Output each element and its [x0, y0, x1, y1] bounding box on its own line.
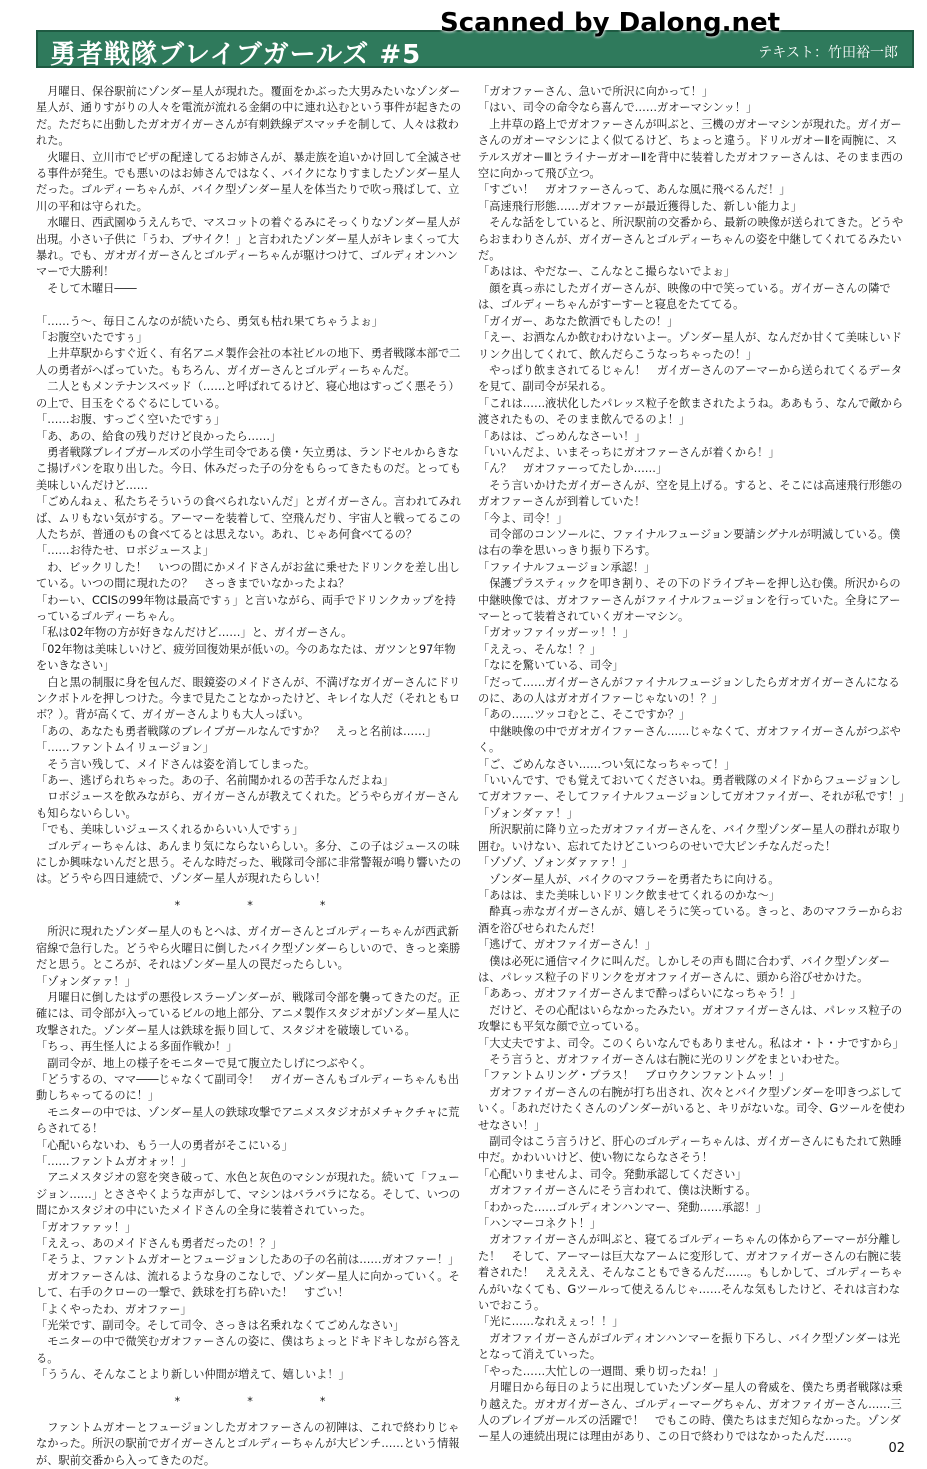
paragraph: 所沢駅前に降り立ったガオファイガーさんを、バイク型ゾンダー星人の群れが取り囲む。いけない、忘れてたけどこいつらのせいで大ピンチなんだった！ — [478, 823, 902, 853]
paragraph: 「ご、ごめんなさい……つい気になっちゃって！」 — [478, 757, 736, 771]
paragraph: 「光に……なれえぇっ！！」 — [478, 1315, 624, 1329]
paragraph: 「光栄です、副司令。そして司令、さっきは名乗れなくてごめんなさい」 — [36, 1319, 405, 1333]
scan-watermark: Scanned by Dalong.net — [440, 8, 781, 38]
paragraph: 「なにを驚いている、司令」 — [478, 659, 624, 673]
paragraph: 顔を真っ赤にしたガイガーさんが、映像の中で笑っている。ガイガーさんの隣では、ゴルディーちゃんがすーすーと寝息をたててる。 — [478, 281, 891, 312]
paragraph: 「逃げて、ガオファイガーさん！」 — [478, 938, 656, 952]
paragraph: 「はい、司令の命令なら喜んで……ガオーマシンッ！」 — [478, 101, 758, 115]
paragraph: そう言いかけたガイガーさんが、空を見上げる。すると、そこには高速飛行形態のガオファーさんが到着していた！ — [478, 478, 903, 509]
paragraph: 「……ファントムガオォッ！」 — [36, 1154, 193, 1168]
paragraph: 「いいんです、でも覚えておいてくださいね。勇者戦隊のメイドからフュージョンしてガオファー、そしてファイナルフュージョンしてガオファイガー、それが私です！」 — [478, 774, 911, 804]
paragraph: 「ごめんねぇ、私たちそういうの食べられないんだ」とガイガーさん。言われてみれば、ムリもない気がする。アーマーを装着して、空飛んだり、宇宙人と戦ってるこの人たちが、普通のもの食べてるとは思えない。あれ、じゃあ何食べてるの？ — [36, 495, 462, 541]
paragraph: 保護プラスティックを叩き割り、その下のドライブキーを押し込む僕。所沢からの中継映像では、ガオファーさんがファイナルフュージョンを行っていた。全身にアーマーとって装着されていくガオーマシン。 — [478, 577, 901, 623]
paragraph: 白と黒の制服に身を包んだ、眼鏡姿のメイドさんが、不満げなガイガーさんにドリンクボトルを押しつけた。今まで見たことなかったけど、キレイな人だ（それともロボ？）。背が高くて、ガイガーさんよりも大人っぽい。 — [36, 675, 461, 722]
paragraph: 「ゾォンダァァ！」 — [36, 974, 136, 988]
paragraph: 二人ともメンテナンスベッド（……と呼ばれてるけど、寝心地はすっごく悪そう）の上で、目玉をぐるぐるにしている。 — [36, 380, 460, 410]
paragraph: ガオファイガーさんがゴルディオンハンマーを振り下ろし、バイク型ゾンダーは光となって消えていった。 — [478, 1331, 900, 1362]
paragraph: 「……う～、毎日こんなのが続いたら、勇気も枯れ果てちゃうよぉ」 — [36, 314, 383, 328]
paragraph: 「あの……ツッコむとこ、そこですか？」 — [478, 708, 691, 722]
paragraph: 勇者戦隊ブレイブガールズの小学生司令である僕・矢立勇は、ランドセルからきなこ揚げパンを取り出した。今日、休みだった子の分をもらってきたものだ。とっても美味しいんだけど…… — [36, 445, 461, 492]
paragraph: 「よくやったわ、ガオファー」 — [36, 1302, 192, 1316]
author-credit: テキスト：竹田裕一郎 — [758, 45, 898, 61]
paragraph: 「ちっ、再生怪人による多面作戦か！」 — [36, 1040, 238, 1054]
paragraph: モニターの中では、ゾンダー星人の鉄球攻撃でアニメスタジオがメチャクチャに荒らされてる！ — [36, 1105, 460, 1136]
paragraph: 酔真っ赤なガイガーさんが、嬉しそうに笑っている。きっと、あのマフラーからお酒を浴びせられたんだ！ — [478, 905, 903, 935]
paragraph: ゴルディーちゃんは、あんまり気にならないらしい。多分、この子はジュースの味にしか興味ないんだと思う。そんな時だった、戦隊司令部に非常警報が鳴り響いたのは。どうやら四日連続で、ゾンダー星人が現れたらしい！ — [36, 839, 462, 886]
paragraph: ガオファイガーさんの右腕が打ち出され、次々とバイク型ゾンダーを叩きつぶしていく。「あれだけたくさんのゾンダーがいると、キリがないな。司令、Gツールを使わせなさい！」 — [478, 1085, 906, 1132]
paragraph: 「大丈夫ですよ、司令。このくらいなんでもありません。私はオ・ト・ナですから」 — [478, 1036, 904, 1050]
paragraph: 「いいんだよ、いまそっちにガオファーさんが着くから！」 — [478, 445, 780, 459]
paragraph: ファントムガオーとフュージョンしたガオファーさんの初陣は、これで終わりじゃなかった。所沢の駅前でガイガーさんとゴルディーちゃんが大ピンチ……という情報が、駅前交番から入ってきたのだ。 — [36, 1421, 460, 1467]
paragraph: 「心配いらないわ、もう一人の勇者がそこにいる」 — [36, 1138, 293, 1152]
paragraph: 「あはは、また美味しいドリンク飲ませてくれるのかな～」 — [478, 888, 780, 902]
paragraph: 「ゾゾゾ、ゾォンダァァァ！」 — [478, 856, 633, 870]
paragraph: 「どうするの、ママ――じゃなくて副司令！ ガイガーさんもゴルディーちゃんも出動しちゃってるのに！」 — [36, 1072, 460, 1103]
paragraph: 水曜日、西武園ゆうえんちで、マスコットの着ぐるみにそっくりなゾンダー星人が出現。小さい子供に「うわ、ブサイク！」と言われたゾンダー星人がキレまくって大暴れ。でも、ガオガイガーさんとゴルディーちゃんが駆けつけて、ゴルディオンハンマーで大勝利！ — [36, 216, 461, 279]
paragraph: 「02年物は美味しいけど、疲労回復効果が低いの。今のあなたは、ガツンと97年物をいきなさい」 — [36, 642, 456, 673]
paragraph: 「……お待たせ、ロボジュースよ」 — [36, 544, 214, 558]
paragraph: 上井草駅からすぐ近く、有名アニメ製作会社の本社ビルの地下、勇者戦隊本部で二人の勇者がへばっていた。もちろん、ガイガーさんとゴルディーちゃんだ。 — [36, 347, 461, 377]
paragraph: 「ガオファァッ！」 — [36, 1220, 137, 1234]
paragraph: 「今よ、司令！」 — [478, 511, 568, 525]
paragraph: 月曜日から毎日のように出現していたゾンダー星人の脅威を、僕たち勇者戦隊は乗り越えた。ガオガイガーさん、ゴルディーマーグちゃん、ガオファイガーさん……三人のブレイブガールズの活躍で！ でもこの時、僕たちはまだ知らなかった。ゾンダー星人の連続出現には理由があり、この日で終わりではなかったんだ……。 — [478, 1381, 903, 1444]
paragraph: 「あー、逃げられちゃった。あの子、名前聞かれるの苦手なんだよね」 — [36, 774, 394, 788]
section-separator: * * * — [174, 1394, 326, 1408]
paragraph: 月曜日に倒したはずの悪役レスラーゾンダーが、戦隊司令部を襲ってきたのだ。正確には、司令部が入っているビルの地上部分、アニメ製作スタジオがゾンダー星人に攻撃された。ゾンダー星人は鉄球を振り回して、スタジオを破壊している。 — [36, 990, 461, 1037]
paragraph: そんな話をしていると、所沢駅前の交番から、最新の映像が送られてきた。どうやらおまわりさんが、ガイガーさんとゴルディーちゃんの姿を中継してくれてるみたいだ。 — [478, 216, 904, 263]
paragraph: 「ファイナルフュージョン承認！」 — [478, 560, 656, 574]
paragraph: 「ハンマーコネクト！」 — [478, 1217, 602, 1231]
paragraph: 「ううん、そんなことより新しい仲間が増えて、嬉しいよ！」 — [36, 1368, 350, 1382]
paragraph: そう言い残して、メイドさんは姿を消してしまった。 — [36, 757, 316, 771]
paragraph: 火曜日、立川市でピザの配達してるお姉さんが、暴走族を追いかけ回して全滅させる事件が発生。でも悪いのはお姉さんではなく、バイクになりすましたゾンダー星人だった。ゴルディーちゃんが、バイク型ゾンダー星人を体当たりで吹っ飛ばして、立川の平和は守られた。 — [36, 150, 462, 213]
paragraph: ガオファーさんは、流れるような身のこなしで、ゾンダー星人に向かっていく。そして、右手のクローの一撃で、鉄球を打ち砕いた！ すごい！ — [36, 1269, 460, 1300]
paragraph: 「ガイガー、あなた飲酒でもしたの！」 — [478, 314, 679, 328]
paragraph: 「すごい！ ガオファーさんって、あんな風に飛べるんだ！」 — [478, 183, 791, 197]
paragraph: 「あの、あなたも勇者戦隊のブレイブガールなんですか？ えっと名前は……」 — [36, 724, 437, 738]
paragraph: 「……ファントムイリュージョン」 — [36, 741, 214, 755]
paragraph: 「だって……ガイガーさんがファイナルフュージョンしたらガオガイガーさんになるのに、あの人はガオガイファーじゃないの！？」 — [478, 675, 900, 706]
paragraph: だけど、その心配はいらなかったみたい。ガオファイガーさんは、パレッス粒子の攻撃にも平気な顔で立っている。 — [478, 1003, 903, 1034]
paragraph: 上井草の路上でガオファーさんが叫ぶと、三機のガオーマシンが現れた。ガイガーさんのガオーマシンによく似てるけど、ちょっと違う。ドリルガオーⅡを両腕に、ステルスガオーⅢとライナーガオーⅡを背中に装着したガオファーさんは、そのまま西の空に向かって飛び立つ。 — [478, 117, 904, 181]
paragraph: 月曜日、保谷駅前にゾンダー星人が現れた。覆面をかぶった大男みたいなゾンダー星人が、通りすがりの人々を電流が流れる金網の中に連れ込むという事件が起きたのだ。ただちに出動したガオガイガーさんが有刺鉄線デスマッチを制して、人々は救われた。 — [36, 85, 462, 148]
paragraph: 「ガオッファイッガーッ！！」 — [478, 626, 634, 640]
paragraph: 「ファントムリング・プラス！ ブロウクンファントムッ！」 — [478, 1069, 791, 1083]
paragraph: 「でも、美味しいジュースくれるからいい人ですぅ」 — [36, 823, 304, 837]
paragraph: わ、ビックリした！ いつの間にかメイドさんがお盆に乗せたドリンクを差し出している。いつの間に現れたの？ さっきまでいなかったよね？ — [36, 560, 460, 591]
paragraph: アニメスタジオの窓を突き破って、水色と灰色のマシンが現れた。続いて「フュージョン……」とささやくような声がして、マシンはバラバラになる。そして、いつの間にかスタジオの中にいたメイドさんの全身に装着されていった。 — [36, 1171, 461, 1218]
paragraph: 「ゾォンダァァ！」 — [478, 806, 578, 820]
paragraph: 「高速飛行形態……ガオファーが最近獲得した、新しい能力よ」 — [478, 199, 802, 213]
paragraph: 「お腹空いたですぅ」 — [36, 331, 148, 345]
paragraph: 「わかった……ゴルディオンハンマー、発動……承認！」 — [478, 1200, 767, 1214]
paragraph: 「あ、あの、給食の残りだけど良かったら……」 — [36, 429, 282, 443]
left-column — [36, 84, 464, 1469]
paragraph: そして木曜日―― — [36, 281, 137, 295]
paragraph: 「えー、お酒なんか飲むわけないよー。ゾンダー星人が、なんだか甘くて美味しいドリンク出してくれて、飲んだらこうなっちゃったの！」 — [478, 331, 902, 361]
paragraph: 「あはは、やだなー、こんなとこ撮らないでよぉ」 — [478, 265, 735, 279]
paragraph: 「あはは、ごっめんなさーい！」 — [478, 429, 646, 443]
paragraph: そう言うと、ガオファイガーさんは右腕に光のリングをまといわせた。 — [478, 1052, 847, 1066]
paragraph: 「これは……液状化したパレッス粒子を飲まされたようね。ああもう、なんで敵から渡されたもの、そのまま飲んでるのよ！」 — [478, 396, 904, 427]
paragraph: モニターの中で微笑むガオファーさんの姿に、僕はちょっとドキドキしながら答える。 — [36, 1335, 461, 1365]
paragraph: 司令部のコンソールに、ファイナルフュージョン要請シグナルが明滅している。僕は右の拳を思いっきり振り下ろす。 — [478, 527, 901, 558]
paragraph: 「ん？ ガオファーってたしか……」 — [478, 462, 668, 476]
page-number: 02 — [888, 1441, 905, 1456]
paragraph: 「ガオファーさん、急いで所沢に向かって！」 — [478, 85, 714, 98]
section-separator: * * * — [174, 898, 326, 912]
blank-line — [36, 297, 464, 313]
paragraph: 「私は02年物の方が好きなんだけど……」と、ガイガーさん。 — [36, 626, 353, 640]
paragraph: ゾンダー星人が、バイクのマフラーを勇者たちに向ける。 — [478, 872, 780, 886]
paragraph: 「わーい、CCISの99年物は最高ですぅ」と言いながら、両手でドリンクカップを持っているゴルディーちゃん。 — [36, 593, 456, 623]
paragraph: 「……お腹、すっごく空いたですぅ」 — [36, 413, 226, 427]
paragraph: 「ああっ、ガオファイガーさんまで酔っぱらいになっちゃう！」 — [478, 987, 802, 1001]
paragraph: 「やった……大忙しの一週間、乗り切ったね！」 — [478, 1364, 725, 1378]
paragraph: 副司令が、地上の様子をモニターで見て腹立たしげにつぶやく。 — [36, 1056, 372, 1070]
paragraph: 副司令はこう言うけど、肝心のゴルディーちゃんは、ガイガーさんにもたれて熟睡中だ。かわいいけど、使い物にならなさそう！ — [478, 1135, 902, 1165]
paragraph: 所沢に現れたゾンダー星人のもとへは、ガイガーさんとゴルディーちゃんが西武新宿線で急行した。どうやら火曜日に倒したバイク型ゾンダーらしいので、きっと楽勝だと思う。ところが、それはゾンダー星人の罠だったらしい。 — [36, 925, 461, 972]
right-column — [478, 84, 911, 1446]
paragraph: やっぱり飲まされてるじゃん！ ガイガーさんのアーマーから送られてくるデータを見て、副司令が呆れる。 — [478, 363, 903, 394]
paragraph: 「心配いりませんよ、司令。発動承認してください」 — [478, 1167, 747, 1181]
paragraph: 僕は必死に通信マイクに叫んだ。しかしその声も間に合わず、バイク型ゾンダーは、パレッス粒子のドリンクをガオファイガーさんに、頭から浴びせかけた。 — [478, 954, 890, 984]
paragraph: 「そうよ、ファントムガオーとフュージョンしたあの子の名前は……ガオファー！」 — [36, 1253, 460, 1267]
paragraph: ガオファイガーさんが叫ぶと、寝てるゴルディーちゃんの体からアーマーが分離した！ そして、アーマーは巨大なアームに変形して、ガオファイガーさんの右腕に装着された！ ええええ、そんなこともできるんだ……。もしかして、ゴルディーちゃんがいなくても、Gツールって使えるんじゃ……そんな気もしたけど、それは言わないでおこう。 — [478, 1233, 903, 1313]
paragraph: ロボジュースを飲みながら、ガイガーさんが教えてくれた。どうやらガイガーさんも知らないらしい。 — [36, 790, 459, 820]
paragraph: 中継映像の中でガオガイファーさん……じゃなくて、ガオファイガーさんがつぶやく。 — [478, 724, 901, 755]
paragraph: 「ええっ、そんな！？」 — [478, 642, 602, 656]
paragraph: 「ええっ、あのメイドさんも勇者だったの！？」 — [36, 1237, 282, 1251]
article-title: 勇者戦隊ブレイブガールズ #5 — [50, 40, 422, 70]
paragraph: ガオファイガーさんにそう言われて、僕は決断する。 — [478, 1184, 757, 1198]
